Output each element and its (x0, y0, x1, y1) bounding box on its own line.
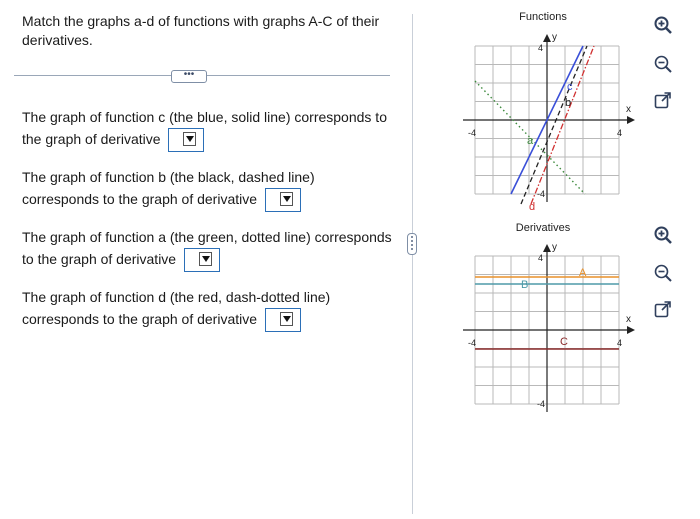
tick-label-neg-x: -4 (468, 338, 477, 348)
curve-label-A: A (579, 267, 587, 279)
match-item-text: The graph of function d (the red, dash-dotted line) corresponds to the graph of derivative (22, 289, 331, 327)
dropdown-arrow-icon (280, 192, 293, 206)
derivatives-axes (463, 248, 631, 412)
match-item-b (22, 166, 392, 212)
x-axis-label: x (626, 104, 631, 115)
x-axis-arrow-icon (627, 116, 635, 124)
dropdown-arrow-icon (199, 252, 212, 266)
pane-divider (412, 14, 413, 514)
expand-more-button[interactable]: ••• (171, 70, 207, 83)
zoom-out-icon (656, 57, 672, 73)
match-item-a (22, 226, 392, 272)
x-axis-label: x (626, 314, 631, 325)
dropdown-arrow-icon (280, 312, 293, 326)
functions-zoom-out-button[interactable] (652, 53, 674, 75)
derivatives-graph-title: Derivatives (515, 222, 571, 234)
curve-label-c: c (567, 81, 573, 93)
functions-graph (455, 24, 640, 220)
curve-label-B: B (521, 279, 529, 291)
curve-d-red-dashdot (531, 46, 594, 204)
question-prompt: Match the graphs a-d of functions with graphs A-C of their derivatives. (22, 13, 380, 48)
derivatives-graph (455, 234, 640, 416)
derivative-dropdown-d[interactable] (265, 308, 301, 332)
zoom-in-icon (656, 18, 672, 34)
zoom-out-icon (656, 266, 672, 282)
y-axis-arrow-icon (543, 244, 551, 252)
functions-graph-title: Functions (519, 11, 567, 23)
tick-label-neg-y: -4 (537, 399, 546, 409)
y-axis-label: y (552, 242, 557, 253)
external-link-icon (656, 302, 671, 317)
tick-label-pos-x: 4 (617, 338, 623, 348)
curve-label-d: d (529, 201, 536, 213)
derivative-dropdown-a[interactable] (184, 248, 220, 272)
derivatives-popout-button[interactable] (652, 299, 674, 321)
curve-label-b: b (565, 97, 572, 109)
match-item-c (22, 106, 392, 152)
y-axis-arrow-icon (543, 34, 551, 42)
match-item-text: The graph of function a (the green, dotted line) corresponds to the graph of derivative (22, 229, 392, 267)
tick-label-neg-x: -4 (468, 128, 477, 138)
curve-b-black-dashed (521, 46, 587, 204)
x-axis-arrow-icon (627, 326, 635, 334)
curve-label-a: a (527, 135, 534, 147)
dropdown-arrow-icon (183, 132, 196, 146)
tick-label-pos-y: 4 (538, 253, 544, 263)
curve-label-C: C (560, 336, 568, 348)
match-item-text: The graph of function c (the blue, solid line) corresponds to the graph of derivative (22, 109, 387, 147)
functions-popout-button[interactable] (652, 90, 674, 112)
tick-label-pos-x: 4 (617, 128, 623, 138)
match-item-d (22, 286, 392, 332)
external-link-icon (656, 93, 671, 108)
derivatives-zoom-out-button[interactable] (652, 262, 674, 284)
zoom-in-icon (656, 228, 672, 244)
match-item-text: The graph of function b (the black, dashed line) corresponds to the graph of derivative (22, 169, 315, 207)
derivatives-zoom-in-button[interactable] (652, 224, 674, 246)
pane-splitter-handle[interactable] (407, 233, 417, 255)
functions-zoom-in-button[interactable] (652, 14, 674, 36)
tick-label-pos-y: 4 (538, 43, 544, 53)
derivative-dropdown-b[interactable] (265, 188, 301, 212)
tick-label-neg-y: -4 (537, 189, 546, 199)
derivative-dropdown-c[interactable] (168, 128, 204, 152)
y-axis-label: y (552, 32, 557, 43)
